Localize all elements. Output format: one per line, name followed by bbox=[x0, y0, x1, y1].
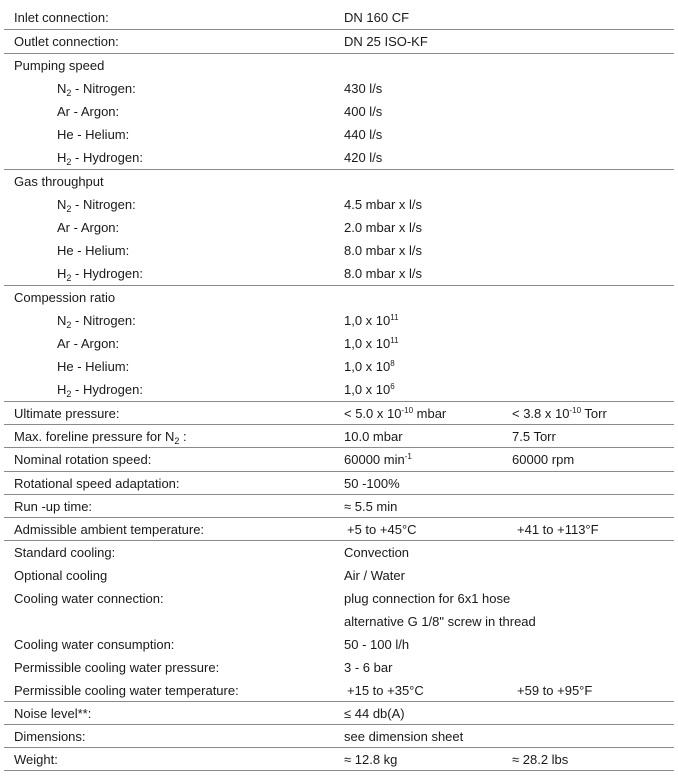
spec-value-imperial: 60000 rpm bbox=[512, 452, 575, 467]
spec-row-run-up-time bbox=[4, 495, 674, 518]
spec-row-alternative-g-1-8-screw-in-thread bbox=[4, 610, 674, 633]
spec-value-metric: ≤ 44 db(A) bbox=[344, 705, 405, 721]
spec-label: Cooling water connection: bbox=[14, 591, 164, 606]
spec-value-imperial: +59 to +95°F bbox=[517, 682, 593, 698]
spec-table bbox=[4, 6, 674, 771]
spec-value-metric: 2.0 mbar x l/s bbox=[344, 220, 423, 235]
spec-value-imperial: 7.5 Torr bbox=[512, 428, 556, 444]
spec-row-cooling-water-consumption bbox=[4, 633, 674, 656]
spec-label: Ultimate pressure: bbox=[14, 405, 120, 421]
spec-row-ultimate-pressure bbox=[4, 402, 674, 425]
spec-row-h2-hydrogen bbox=[4, 378, 674, 402]
spec-label: Ar - Argon: bbox=[57, 104, 120, 119]
spec-label: Dimensions: bbox=[14, 728, 86, 744]
spec-label: He - Helium: bbox=[57, 243, 130, 258]
spec-value-metric: 420 l/s bbox=[344, 150, 383, 165]
spec-value-metric: 50 -100% bbox=[344, 475, 400, 491]
spec-value-metric: 4.5 mbar x l/s bbox=[344, 196, 423, 212]
spec-label: Nominal rotation speed: bbox=[14, 452, 152, 467]
spec-label: Ar - Argon: bbox=[57, 220, 120, 235]
spec-label: Gas throughput bbox=[14, 173, 104, 189]
spec-label: Permissible cooling water temperature: bbox=[14, 682, 239, 698]
spec-row-standard-cooling bbox=[4, 541, 674, 564]
spec-value-metric: 1,0 x $10^8$ bbox=[344, 359, 395, 374]
spec-label: Outlet connection: bbox=[14, 34, 119, 49]
spec-row-n2-nitrogen bbox=[4, 308, 674, 332]
spec-row-n2-nitrogen bbox=[4, 76, 674, 100]
spec-row-he-helium bbox=[4, 355, 674, 378]
spec-label: $N_2$ - Nitrogen: bbox=[57, 196, 136, 214]
spec-row-admissible-ambient-temperature bbox=[4, 518, 674, 541]
spec-row-ar-argon bbox=[4, 216, 674, 239]
spec-value-metric: 440 l/s bbox=[344, 127, 383, 142]
spec-value-metric: 8.0 mbar x l/s bbox=[344, 266, 423, 281]
spec-row-h2-hydrogen bbox=[4, 262, 674, 286]
spec-label: Pumping speed bbox=[14, 57, 105, 73]
spec-value-imperial: ≈ 28.2 lbs bbox=[512, 751, 569, 767]
spec-value-metric: 1,0 x $10^6$ bbox=[344, 382, 395, 397]
spec-value-metric: plug connection for 6x1 hose bbox=[344, 591, 511, 606]
spec-label: $N_2$ - Nitrogen: bbox=[57, 312, 136, 330]
spec-label: Run -up time: bbox=[14, 498, 93, 514]
spec-label: $H_2$ - Hydrogen: bbox=[57, 382, 143, 399]
spec-label: Cooling water consumption: bbox=[14, 637, 175, 652]
spec-row-weight bbox=[4, 748, 674, 771]
spec-value-metric: < 5.0 x $10^{-10}$ mbar bbox=[344, 405, 447, 421]
spec-row-inlet-connection bbox=[4, 6, 674, 30]
spec-label: Permissible cooling water pressure: bbox=[14, 660, 220, 675]
spec-row-n2-nitrogen bbox=[4, 192, 674, 216]
spec-label: Rotational speed adaptation: bbox=[14, 475, 180, 491]
spec-row-rotational-speed-adaptation bbox=[4, 472, 674, 495]
spec-row-ar-argon bbox=[4, 332, 674, 355]
spec-value-metric: +5 to +45°C bbox=[347, 521, 417, 537]
spec-row-dimensions bbox=[4, 725, 674, 748]
spec-label: Admissible ambient temperature: bbox=[14, 521, 205, 537]
spec-row-he-helium bbox=[4, 123, 674, 146]
spec-value-metric: 50 - 100 l/h bbox=[344, 637, 410, 652]
spec-value-imperial: +41 to +113°F bbox=[517, 521, 599, 537]
spec-row-optional-cooling bbox=[4, 564, 674, 587]
spec-row-h2-hydrogen bbox=[4, 146, 674, 170]
spec-label: Noise level**: bbox=[14, 705, 92, 721]
spec-label: Weight: bbox=[14, 751, 58, 767]
spec-label: $H_2$ - Hydrogen: bbox=[57, 266, 143, 283]
spec-value-imperial: < 3.8 x $10^{-10}$ Torr bbox=[512, 405, 607, 421]
spec-value-metric: 400 l/s bbox=[344, 104, 383, 119]
spec-value-metric: 1,0 x $10^{11}$ bbox=[344, 336, 399, 351]
spec-label: $H_2$ - Hydrogen: bbox=[57, 150, 143, 167]
spec-label: Ar - Argon: bbox=[57, 336, 120, 351]
spec-value-metric: DN 160 CF bbox=[344, 10, 410, 25]
spec-value-metric: 8.0 mbar x l/s bbox=[344, 243, 423, 258]
spec-label: $N_2$ - Nitrogen: bbox=[57, 80, 136, 98]
spec-row-ar-argon bbox=[4, 100, 674, 123]
spec-value-metric: Convection bbox=[344, 545, 410, 560]
spec-row-permissible-cooling-water-temperature bbox=[4, 679, 674, 702]
spec-value-metric: Air / Water bbox=[344, 568, 405, 583]
spec-row-cooling-water-connection bbox=[4, 587, 674, 610]
spec-value-metric: see dimension sheet bbox=[344, 728, 464, 744]
spec-value-metric: ≈ 12.8 kg bbox=[344, 751, 398, 767]
spec-label: Compession ratio bbox=[14, 289, 116, 305]
spec-value-metric: 430 l/s bbox=[344, 80, 383, 96]
spec-label: Optional cooling bbox=[14, 568, 108, 583]
spec-label: He - Helium: bbox=[57, 359, 130, 374]
spec-row-max-foreline-pressure-for-n2 bbox=[4, 425, 674, 448]
spec-label: Max. foreline pressure for $N_2$ : bbox=[14, 428, 187, 446]
spec-value-metric: alternative G 1/8" screw in thread bbox=[344, 614, 536, 629]
spec-value-metric: DN 25 ISO-KF bbox=[344, 34, 428, 49]
spec-label: Inlet connection: bbox=[14, 10, 109, 25]
spec-row-gas-throughput bbox=[4, 170, 674, 192]
spec-row-nominal-rotation-speed bbox=[4, 448, 674, 472]
spec-row-noise-level bbox=[4, 702, 674, 725]
spec-value-metric: ≈ 5.5 min bbox=[344, 498, 398, 514]
spec-label: Standard cooling: bbox=[14, 545, 116, 560]
spec-value-metric: 10.0 mbar bbox=[344, 428, 403, 444]
spec-value-metric: 1,0 x $10^{11}$ bbox=[344, 312, 399, 328]
spec-row-outlet-connection bbox=[4, 30, 674, 54]
spec-value-metric: +15 to +35°C bbox=[347, 682, 424, 698]
spec-row-compession-ratio bbox=[4, 286, 674, 308]
spec-row-pumping-speed bbox=[4, 54, 674, 76]
spec-row-permissible-cooling-water-pressure bbox=[4, 656, 674, 679]
spec-value-metric: 60000 $\min^{-1}$ bbox=[344, 452, 412, 467]
spec-label: He - Helium: bbox=[57, 127, 130, 142]
spec-row-he-helium bbox=[4, 239, 674, 262]
spec-value-metric: 3 - 6 bar bbox=[344, 660, 393, 675]
